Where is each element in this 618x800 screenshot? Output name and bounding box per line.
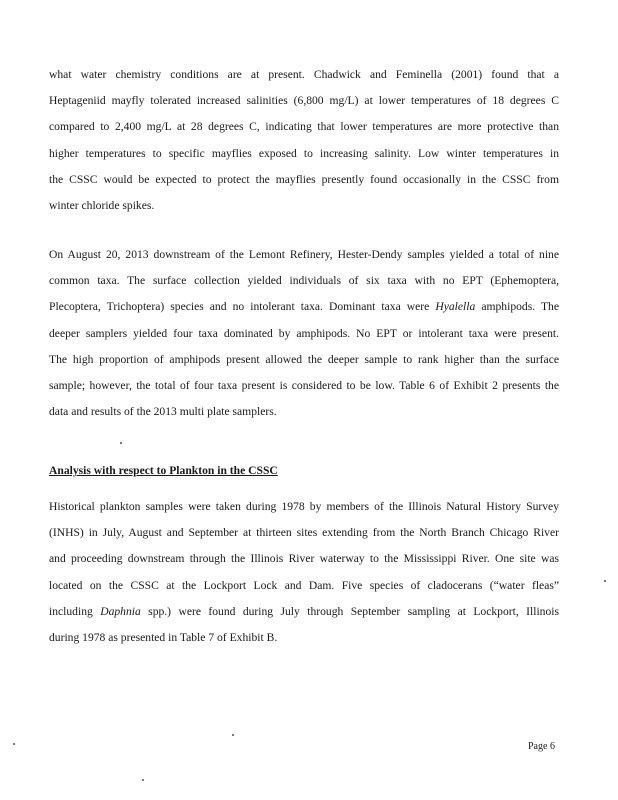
text-line: Heptageniid mayfly tolerated increased salinities (6,800 mg/L) at lower temperatures of 18 degrees C: [49, 94, 559, 108]
text-line: common taxa. The surface collection yielded individuals of six taxa with no EPT (Ephemoptera,: [49, 274, 559, 288]
scan-speck: [232, 734, 234, 736]
scan-speck: [13, 743, 15, 745]
text-line: [49, 294, 559, 320]
text-line: (INHS) in July, August and September at thirteen sites extending from the North Branch Chicago River: [49, 526, 559, 540]
text-line: deeper samplers yielded four taxa dominated by amphipods. No EPT or intolerant taxa were present.: [49, 326, 559, 340]
page-number: Page 6: [528, 741, 555, 752]
text-run: including: [49, 604, 101, 618]
text-line: On August 20, 2013 downstream of the Lemont Refinery, Hester-Dendy samples yielded a total of nine: [49, 248, 559, 261]
text-run: amphipods. The: [475, 300, 559, 314]
text-line: located on the CSSC at the Lockport Lock and Dam. Five species of cladocerans (“water fleas”: [49, 578, 559, 592]
text-run: spp.) were found during July through September sampling at Lockport, Illinois: [140, 604, 559, 618]
text-run: Plecoptera, Trichoptera) species and no intolerant taxa. Dominant taxa were: [49, 300, 436, 314]
paragraph-mayfly-salinity: [49, 62, 559, 219]
text-line: during 1978 as presented in Table 7 of Exhibit B.: [49, 630, 278, 644]
text-line: what water chemistry conditions are at present. Chadwick and Feminella (2001) found that a: [49, 68, 559, 81]
text-line: compared to 2,400 mg/L at 28 degrees C, indicating that lower temperatures are more protective than: [49, 120, 559, 134]
text-line: The high proportion of amphipods present allowed the deeper sample to rank higher than the surface: [49, 352, 559, 366]
paragraph-plankton-history: [49, 494, 559, 651]
text-line: winter chloride spikes.: [49, 198, 155, 212]
text-line: [49, 599, 559, 625]
scan-speck: [604, 580, 606, 582]
section-heading-plankton: Analysis with respect to Plankton in the CSSC: [49, 464, 278, 477]
paragraph-hester-dendy: [49, 242, 559, 425]
taxon-name-daphnia: Daphnia: [100, 604, 141, 618]
text-line: the CSSC would be expected to protect the mayflies presently found occasionally in the CSSC from: [49, 172, 559, 186]
text-line: and proceeding downstream through the Illinois River waterway to the Mississippi River. One site was: [49, 552, 559, 566]
scan-speck: [120, 442, 122, 444]
taxon-name-hyalella: Hyalella: [435, 300, 476, 314]
text-line: sample; however, the total of four taxa present is considered to be low. Table 6 of Exhibit 2 presents the: [49, 378, 559, 392]
text-line: data and results of the 2013 multi plate samplers.: [49, 405, 277, 419]
text-line: Historical plankton samples were taken during 1978 by members of the Illinois Natural History Survey: [49, 500, 559, 513]
scan-speck: [142, 779, 144, 781]
text-line: higher temperatures to specific mayflies exposed to increasing salinity. Low winter temperatures in: [49, 146, 559, 160]
